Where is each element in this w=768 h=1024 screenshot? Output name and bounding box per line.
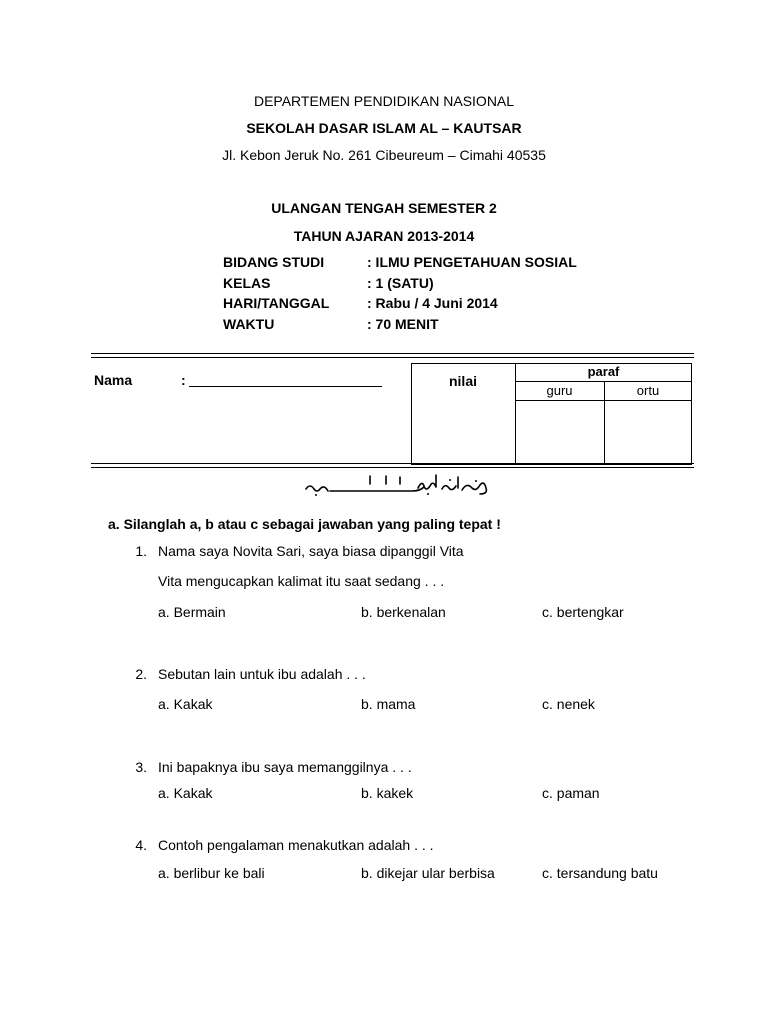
answer-option-b[interactable]: b. mama [361,696,416,712]
answer-option-b[interactable]: b. dikejar ular berbisa [361,865,495,881]
info-row-time [223,316,663,336]
paraf-header-line [515,381,692,382]
name-label: Nama [94,372,133,388]
info-label: BIDANG STUDI [223,254,325,270]
section-instruction: a. Silanglah a, b atau c sebagai jawaban yang paling tepat ! [108,516,501,532]
info-label: HARI/TANGGAL [223,295,330,311]
ortu-signature-box[interactable] [605,401,691,464]
grade-value-box[interactable] [412,382,514,464]
grade-label: nilai [448,373,477,389]
question-text: Nama saya Novita Sari, saya biasa dipanggil Vita [158,543,464,559]
department-heading: DEPARTEMEN PENDIDIKAN NASIONAL [253,93,515,109]
answer-option-a[interactable]: a. berlibur ke bali [158,865,265,881]
info-value: : ILMU PENGETAHUAN SOSIAL [367,254,577,270]
info-row-subject [223,254,663,274]
answer-option-c[interactable]: c. tersandung batu [542,865,658,881]
info-value: : 70 MENIT [367,316,439,332]
answer-option-c[interactable]: c. paman [542,785,600,801]
bismillah-calligraphy-image [300,472,500,498]
question-text: Sebutan lain untuk ibu adalah . . . [158,666,366,682]
info-label: WAKTU [223,316,275,332]
bismillah-calligraphy [300,472,500,498]
question-text: Contoh pengalaman menakutkan adalah . . . [158,837,434,853]
question-number: 1. [135,543,147,559]
top-rule-inner [91,357,694,358]
info-row-class [223,275,663,295]
info-row-date [223,295,663,315]
school-address: Jl. Kebon Jeruk No. 261 Cibeureum – Cimahi 40535 [222,147,546,163]
info-value: : Rabu / 4 Juni 2014 [367,295,498,311]
info-value: : 1 (SATU) [367,275,434,291]
guru-label: guru [546,383,573,398]
answer-option-a[interactable]: a. Bermain [158,604,226,620]
question-number: 2. [135,666,147,682]
name-colon: : [181,372,186,388]
answer-option-a[interactable]: a. Kakak [158,696,213,712]
exam-title: ULANGAN TENGAH SEMESTER 2 [271,200,497,216]
question-text: Vita mengucapkan kalimat itu saat sedang . . . [158,573,445,589]
bottom-rule [91,467,694,468]
question-number: 3. [135,759,147,775]
info-label: KELAS [223,275,271,291]
answer-option-a[interactable]: a. Kakak [158,785,213,801]
answer-option-b[interactable]: b. berkenalan [361,604,446,620]
ortu-label: ortu [636,383,660,398]
question-text: Ini bapaknya ibu saya memanggilnya . . . [158,759,412,775]
paraf-label: paraf [587,364,620,379]
name-field[interactable] [189,372,382,387]
answer-option-b[interactable]: b. kakek [361,785,414,801]
guru-signature-box[interactable] [516,401,603,464]
answer-option-c[interactable]: c. nenek [542,696,595,712]
academic-year: TAHUN AJARAN 2013-2014 [293,228,475,244]
school-name: SEKOLAH DASAR ISLAM AL – KAUTSAR [246,120,522,136]
question-number: 4. [135,837,147,853]
answer-option-c[interactable]: c. bertengkar [542,604,624,620]
top-rule [91,353,694,354]
bottom-rule-inner [91,463,694,464]
